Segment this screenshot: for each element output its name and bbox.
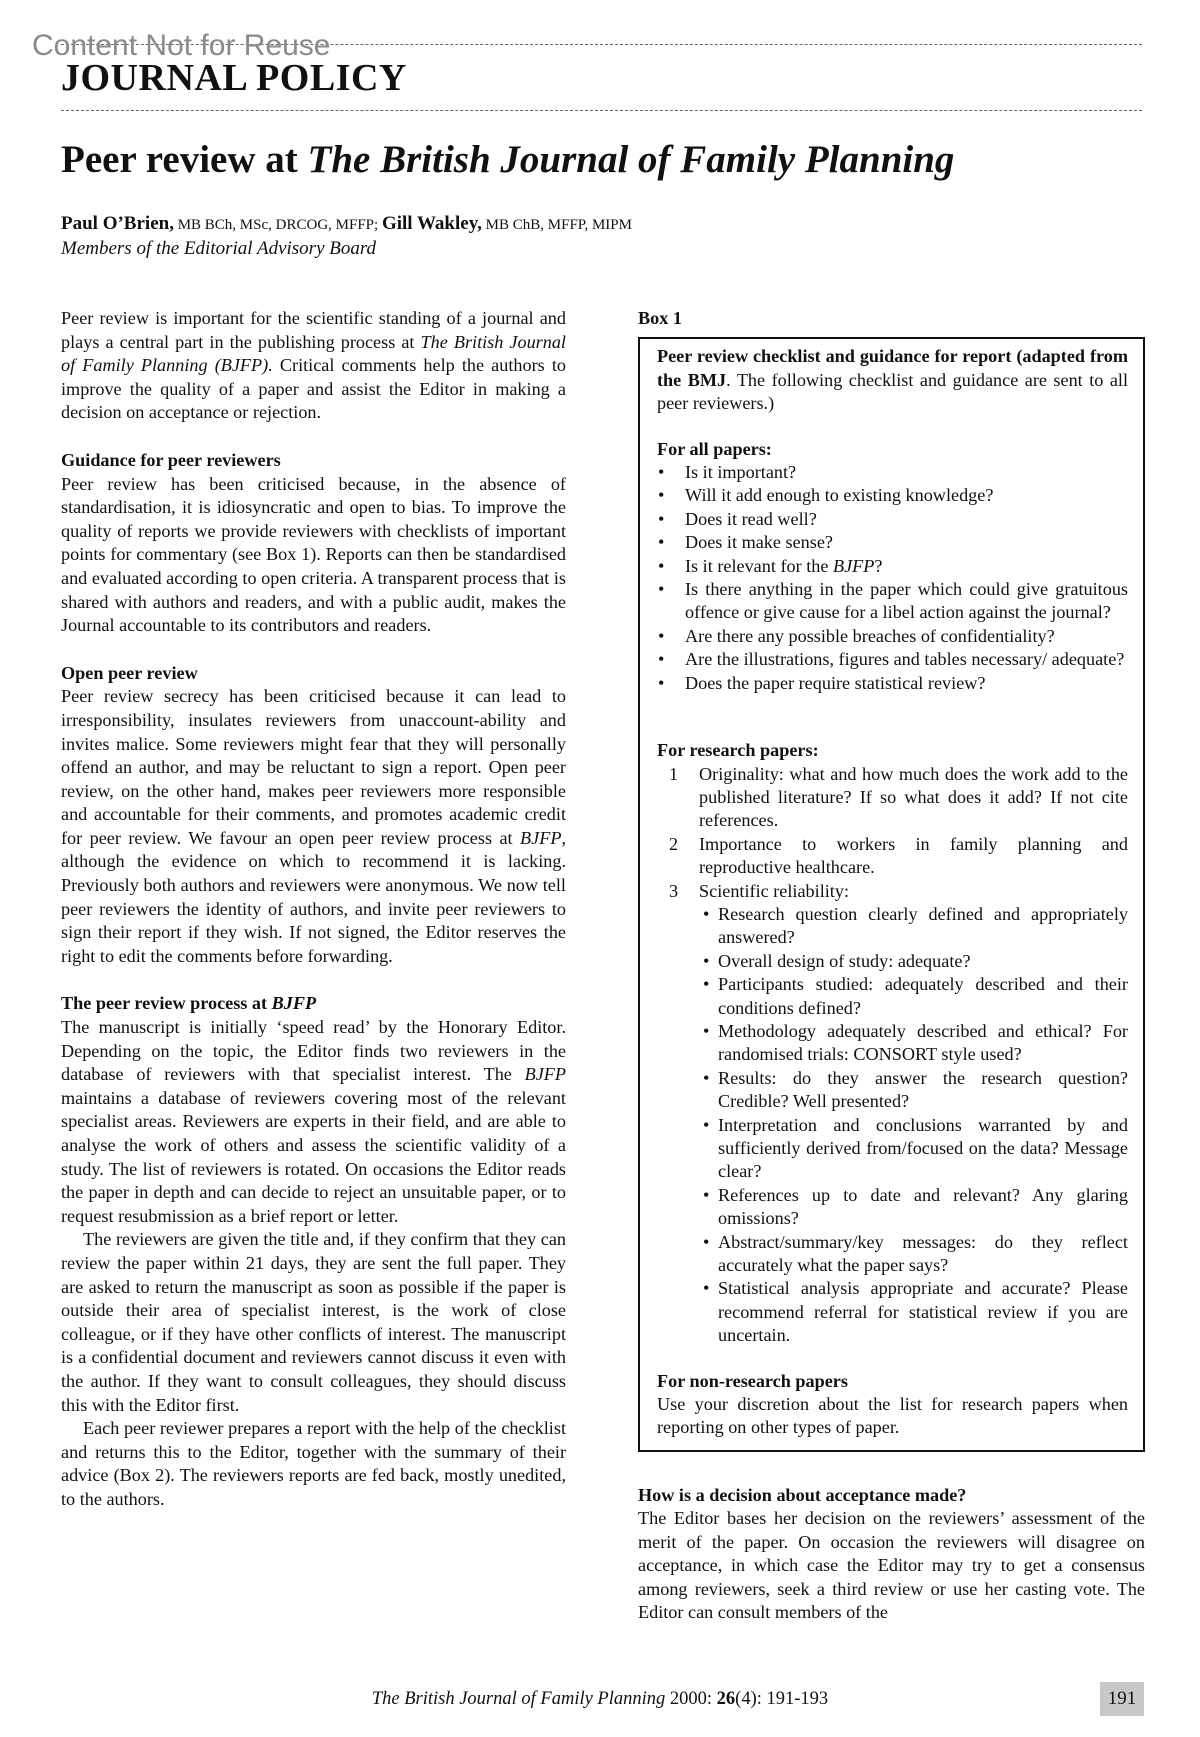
checklist-item: • Are the illustrations, figures and tables necessary/ adequate? [657,648,1128,671]
reliability-item: • Participants studied: adequately described and their conditions defined? [657,973,1128,1020]
footer-volume: 26 [716,1689,736,1709]
process-paragraph-3: Each peer reviewer prepares a report with the help of the checklist and returns this to the Editor, together with the summary of their advice (Box 2). The reviewers reports are fed back, mostly unedited, to the authors. [61,1418,566,1509]
process-paragraph-2: The reviewers are given the title and, if they confirm that they can review the paper within 21 days, they are sent the full paper. They are asked to return the manuscript as soon as possible if the paper is outside their area of specialist interest, is the work of close colleague, or if they have other conflicts of interest. The manuscript is a confidential document and reviewers cannot discuss it even with the author. If they want to consult colleagues, they should discuss this with the Editor first. [61,1229,566,1415]
section-label: JOURNAL POLICY [61,57,407,99]
header-bottom-rule [61,110,1142,111]
footer-journal: The British Journal of Family Planning [371,1689,666,1709]
watermark: Content Not for Reuse [32,29,331,62]
reliability-item: • Interpretation and conclusions warranted by and sufficiently derived from/focused on the data? Message clear? [657,1114,1128,1184]
author1-name: Paul O’Brien, [61,213,174,234]
non-research-heading: For non-research papers [657,1370,848,1391]
author2-credentials: MB ChB, MFFP, MIPM [481,217,632,233]
checklist-item: • Does it make sense? [657,531,1128,554]
checklist-box [638,337,1145,1451]
reliability-item: • Statistical analysis appropriate and accurate? Please recommend referral for statistical review if you are uncertain. [657,1277,1128,1347]
open-review-heading: Open peer review [61,662,198,683]
reliability-item: • Overall design of study: adequate? [657,950,1128,973]
research-item: 3 Scientific reliability: [669,880,850,901]
left-column [61,307,566,1512]
reliability-item: • References up to date and relevant? Any glaring omissions? [657,1184,1128,1231]
author2-name: Gill Wakley, [381,213,482,234]
decision-section [638,1484,1145,1624]
process-heading: The peer review process at BJFP [61,993,317,1014]
author-block [61,212,632,261]
decision-paragraph: The Editor bases her decision on the reviewers’ assessment of the merit of the paper. On occasion the reviewers will disagree on acceptance, in which case the Editor may try to get a consensus among reviewers, seek a third review or use her casting vote. The Editor can consult members of the [638,1508,1145,1622]
checklist-item: • Does the paper require statistical review? [657,672,1128,695]
reliability-item: • Methodology adequately described and ethical? For randomised trials: CONSORT style used? [657,1020,1128,1067]
box-label: Box 1 [638,308,682,328]
all-papers-heading: For all papers: [657,438,772,459]
author-line [61,212,632,237]
open-review-paragraph: Peer review secrecy has been criticised because it can lead to irresponsibility, insulates reviewers from unaccount-ability and invites malice. Some reviewers might fear that they will personally offend an author, and may be reluctant to sign a report. Open peer review, on the other hand, makes peer reviewers more responsible and accountable for their comments, and promotes academic credit for peer review. We favour an open peer review process at BJFP, although the evidence on which to recommend it is lacking. Previously both authors and reviewers were anonymous. We now tell peer reviewers the identity of authors, and invite peer reviewers to sign their report if they wish. If not signed, the Editor reserves the right to edit the comments before forwarding. [61,686,566,966]
research-item: 1 Originality: what and how much does the work add to the published literature? If so what does it add? If not cite references. [669,763,1128,831]
research-item: 2 Importance to workers in family planning and reproductive healthcare. [669,833,1128,878]
guidance-heading: Guidance for peer reviewers [61,449,281,470]
page-number: 191 [1100,1682,1144,1716]
research-papers-heading: For research papers: [657,740,819,761]
page-footer: The British Journal of Family Planning 2000: 26(4): 191-193 [371,1689,829,1709]
process-paragraph-1: The manuscript is initially ‘speed read’ by the Honorary Editor. Depending on the topic, the Editor finds two reviewers in the database of reviewers with that specialist interest. The BJFP maintains a database of reviewers covering most of the relevant specialist areas. Reviewers are experts in their field, and are able to analyse the work of others and assess the scientific validity of a study. The list of reviewers is rotated. On occasions the Editor reads the paper in depth and can decide to reject an unsuitable paper, or to request resubmission as a brief report or letter. [61,1017,566,1226]
checklist-item: • Is there anything in the paper which could give gratuitous offence or give cause for a libel action against the journal? [657,578,1128,625]
article-title [61,138,954,183]
decision-heading: How is a decision about acceptance made? [638,1484,967,1505]
reliability-item: • Results: do they answer the research question? Credible? Well presented? [657,1067,1128,1114]
box-heading: Peer review checklist and guidance for report (adapted from the BMJ. The following checklist and guidance are sent to all peer reviewers.) [657,346,1129,414]
checklist-item: • Are there any possible breaches of confidentiality? [657,625,1128,648]
author1-credentials: MB BCh, MSc, DRCOG, MFFP; [173,217,382,233]
reliability-item: • Abstract/summary/key messages: do they reflect accurately what the paper says? [657,1231,1128,1278]
checklist-item: • Is it relevant for the BJFP? [657,555,1128,578]
intro-paragraph: Peer review is important for the scientific standing of a journal and plays a central part in the publishing process at The British Journal of Family Planning (BJFP). Critical comments help the authors to improve the quality of a paper and assist the Editor in making a decision on acceptance or rejection. [61,308,566,423]
checklist-item: • Will it add enough to existing knowledge? [657,484,1128,507]
checklist-item: • Does it read well? [657,508,1128,531]
checklist-item: • Is it important? [657,461,1128,484]
title-journal: The British Journal of Family Planning [307,138,955,181]
right-column [638,307,1145,1624]
reliability-item: • Research question clearly defined and appropriately answered? [657,903,1128,950]
author-affiliation: Members of the Editorial Advisory Board [61,238,377,259]
guidance-paragraph: Peer review has been criticised because, in the absence of standardisation, it is idiosyncratic and open to bias. To improve the quality of reports we provide reviewers with checklists of important points for commentary (see Box 1). Reports can then be standardised and evaluated according to open criteria. A transparent process that is shared with authors and readers, and with a public audit, makes the Journal accountable to its contributors and readers. [61,473,566,636]
non-research-text: Use your discretion about the list for research papers when reporting on other types of paper. [657,1394,1128,1438]
title-prefix: Peer review at [61,138,308,181]
